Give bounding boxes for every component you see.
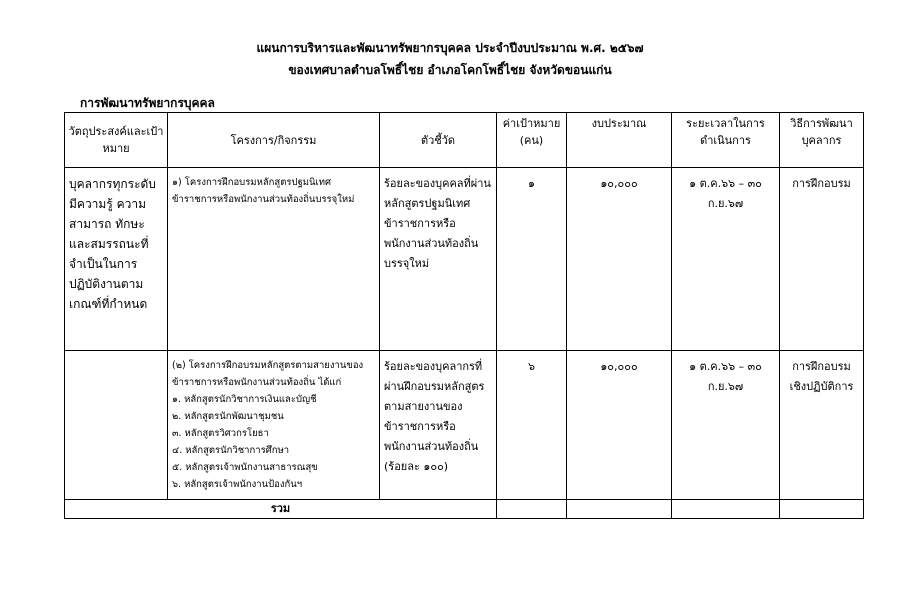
project-intro: (๒) โครงการฝึกอบรมหลักสูตรตามสายงานของข้าราชการหรือพนักงานส่วนท้องถิ่น ได้แก่ bbox=[172, 360, 364, 388]
total-method bbox=[780, 500, 864, 519]
list-item: ๖. หลักสูตรเจ้าพนักงานป้องกันฯ bbox=[172, 479, 303, 490]
header-period: ระยะเวลาในการดำเนินการ bbox=[672, 113, 780, 168]
total-target bbox=[497, 500, 567, 519]
header-objective: วัตถุประสงค์และเป้าหมาย bbox=[65, 113, 168, 168]
cell-indicator: ร้อยละของบุคลากรที่ผ่านฝึกอบรมหลักสูตรตามสายงานของข้าราชการหรือพนักงานส่วนท้องถิ่น (ร้อยละ ๑๐๐) bbox=[380, 351, 497, 500]
list-item: ๔. หลักสูตรนักวิชาการศึกษา bbox=[172, 445, 290, 456]
table-row bbox=[65, 351, 864, 500]
list-item: ๑. หลักสูตรนักวิชาการเงินและบัญชี bbox=[172, 394, 317, 405]
header-method: วิธีการพัฒนาบุคลากร bbox=[780, 113, 864, 168]
table-row bbox=[65, 168, 864, 351]
header-project: โครงการ/กิจกรรม bbox=[168, 113, 380, 168]
cell-method: การฝึกอบรม bbox=[780, 168, 864, 351]
list-item: ๓. หลักสูตรวิศวกรโยธา bbox=[172, 428, 269, 439]
cell-project: ๑) โครงการฝึกอบรมหลักสูตรปฐมนิเทศข้าราชการหรือพนักงานส่วนท้องถิ่นบรรจุใหม่ bbox=[168, 168, 380, 351]
cell-objective: บุคลากรทุกระดับมีความรู้ ความสามารถ ทักษะ และสมรรถนะที่จำเป็นในการปฏิบัติงานตามเกณฑ์ที่กำหนด bbox=[65, 168, 168, 351]
cell-objective bbox=[65, 351, 168, 500]
table-total-row bbox=[65, 500, 864, 519]
header-budget: งบประมาณ bbox=[567, 113, 672, 168]
cell-indicator: ร้อยละของบุคคลที่ผ่านหลักสูตรปฐมนิเทศข้าราชการหรือพนักงานส่วนท้องถิ่นบรรจุใหม่ bbox=[380, 168, 497, 351]
cell-budget: ๑๐,๐๐๐ bbox=[567, 168, 672, 351]
header-target: ค่าเป้าหมาย (คน) bbox=[497, 113, 567, 168]
header-indicator: ตัวชี้วัด bbox=[380, 113, 497, 168]
section-heading: การพัฒนาทรัพยากรบุคคล bbox=[80, 96, 215, 110]
cell-period: ๑ ต.ค.๖๖ – ๓๐ ก.ย.๖๗ bbox=[672, 168, 780, 351]
cell-project bbox=[168, 351, 380, 500]
cell-method: การฝึกอบรมเชิงปฏิบัติการ bbox=[780, 351, 864, 500]
document-title: แผนการบริหารและพัฒนาทรัพยากรบุคคล ประจำปีงบประมาณ พ.ศ. ๒๕๖๗ bbox=[256, 41, 644, 55]
cell-target: ๑ bbox=[497, 168, 567, 351]
list-item: ๕. หลักสูตรเจ้าพนักงานสาธารณสุข bbox=[172, 462, 318, 473]
development-plan-table bbox=[64, 112, 864, 519]
table-header-row bbox=[65, 113, 864, 168]
document-subtitle: ของเทศบาลตำบลโพธิ์ไชย อำเภอโคกโพธิ์ไชย จังหวัดขอนแก่น bbox=[288, 63, 612, 77]
cell-period: ๑ ต.ค.๖๖ – ๓๐ ก.ย.๖๗ bbox=[672, 351, 780, 500]
list-item: ๒. หลักสูตรนักพัฒนาชุมชน bbox=[172, 411, 284, 422]
total-period bbox=[672, 500, 780, 519]
total-budget bbox=[567, 500, 672, 519]
cell-budget: ๑๐,๐๐๐ bbox=[567, 351, 672, 500]
total-label: รวม bbox=[65, 500, 497, 519]
cell-target: ๖ bbox=[497, 351, 567, 500]
